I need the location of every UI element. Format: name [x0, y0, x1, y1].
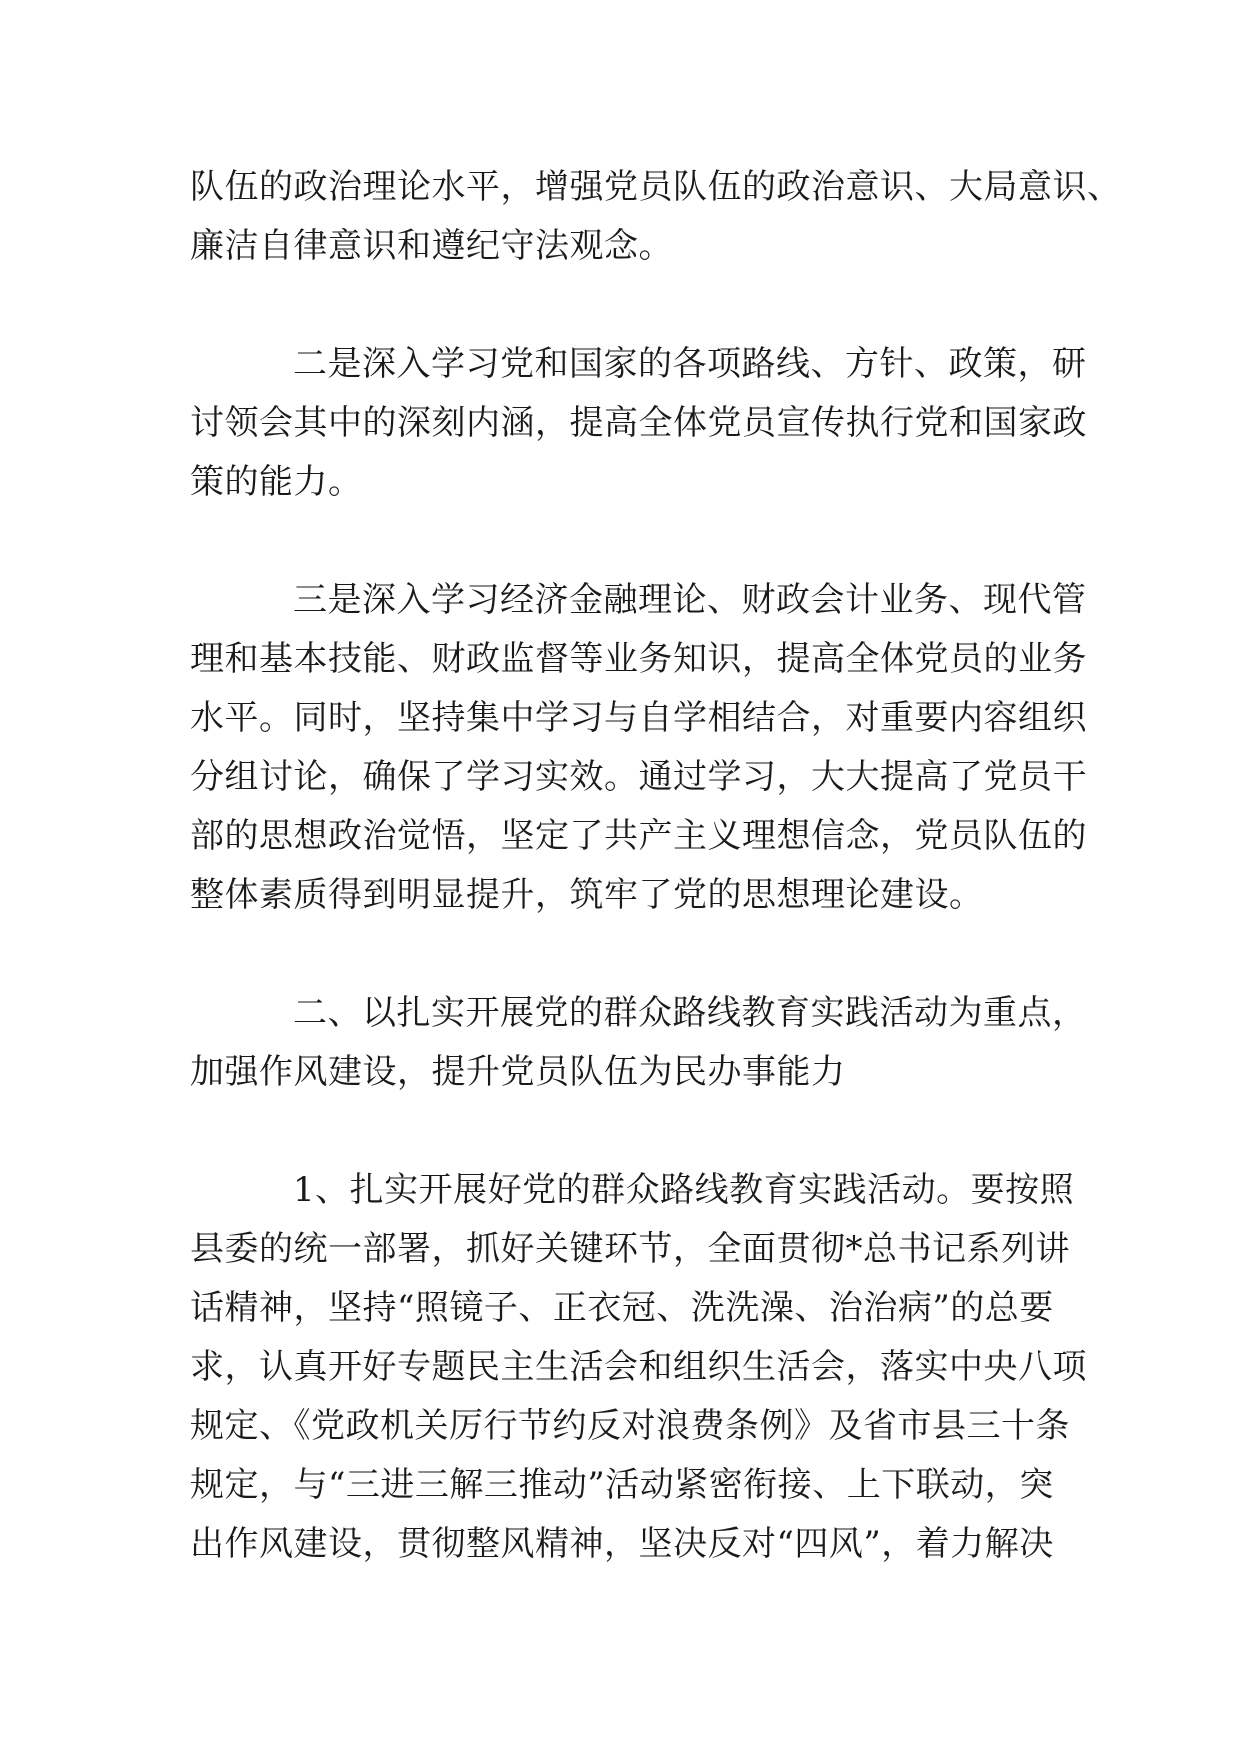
- text-line: 讨领会其中的深刻内涵，提高全体党员宣传执行党和国家政: [190, 403, 1087, 443]
- text-line: 县委的统一部署，抓好关键环节，全面贯彻*总书记系列讲: [190, 1229, 1070, 1269]
- body-text: [190, 158, 1122, 1633]
- text-line: 策的能力。: [190, 462, 363, 502]
- section-heading-two: [190, 984, 1087, 1102]
- text-line: 廉洁自律意识和遵纪守法观念。: [190, 226, 673, 266]
- text-line: 理和基本技能、财政监督等业务知识，提高全体党员的业务: [190, 639, 1087, 679]
- paragraph-continuation: [190, 158, 1122, 276]
- paragraph-study-policies: [190, 335, 1087, 512]
- text-line: 规定、《党政机关厉行节约反对浪费条例》及省市县三十条: [190, 1406, 1070, 1446]
- text-line: 1、扎实开展好党的群众路线教育实践活动。要按照: [293, 1170, 1075, 1210]
- text-line: 求，认真开好专题民主生活会和组织生活会，落实中央八项: [190, 1347, 1087, 1387]
- paragraph-study-business: [190, 571, 1087, 925]
- text-line: 加强作风建设，提升党员队伍为民办事能力: [190, 1052, 846, 1092]
- text-line: 出作风建设，贯彻整风精神，坚决反对“四风”，着力解决: [190, 1524, 1054, 1564]
- text-line: 分组讨论，确保了学习实效。通过学习，大大提高了党员干: [190, 757, 1087, 797]
- text-line: 部的思想政治觉悟，坚定了共产主义理想信念，党员队伍的: [190, 816, 1087, 856]
- text-line: 规定，与“三进三解三推动”活动紧密衔接、上下联动，突: [190, 1465, 1054, 1505]
- text-line: 话精神，坚持“照镜子、正衣冠、洗洗澡、治治病”的总要: [190, 1288, 1054, 1328]
- text-line: 三是深入学习经济金融理论、财政会计业务、现代管: [293, 580, 1087, 620]
- text-line: 二是深入学习党和国家的各项路线、方针、政策，研: [293, 344, 1087, 384]
- text-line: 整体素质得到明显提升，筑牢了党的思想理论建设。: [190, 875, 984, 915]
- paragraph-item-one: [190, 1161, 1087, 1574]
- text-line: 队伍的政治理论水平，增强党员队伍的政治意识、大局意识、: [190, 167, 1122, 207]
- text-line: 水平。同时，坚持集中学习与自学相结合，对重要内容组织: [190, 698, 1087, 738]
- text-line: 二、以扎实开展党的群众路线教育实践活动为重点，: [293, 993, 1087, 1033]
